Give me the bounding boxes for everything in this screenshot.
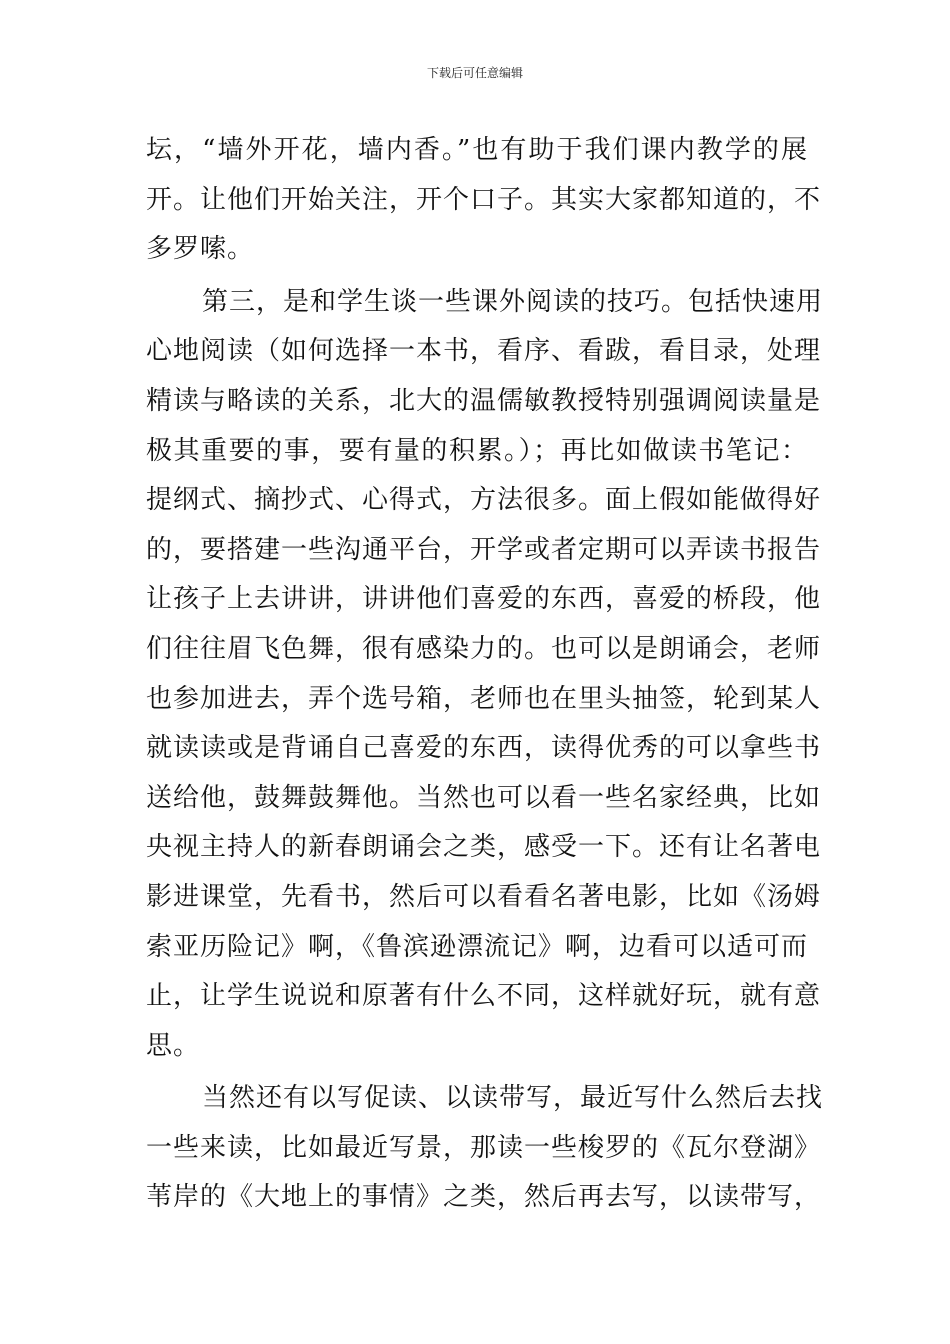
text-line: 极其重要的事，要有量的积累。）；再比如做读书笔记：	[146, 435, 808, 466]
text-line: 索亚历险记》啊，《鲁滨逊漂流记》啊，边看可以适可而	[146, 931, 809, 962]
text-line: 们往往眉飞色舞，很有感染力的。也可以是朗诵会，老师	[146, 633, 822, 664]
text-line: 第三，是和学生谈一些课外阅读的技巧。包括快速用	[202, 286, 824, 317]
text-line: 坛，“墙外开花，墙内香。”也有助于我们课内教学的展	[146, 135, 808, 165]
text-line: 一些来读，比如最近写景，那读一些梭罗的《瓦尔登湖》	[146, 1132, 822, 1163]
text-line: 苇岸的《大地上的事情》之类，然后再去写，以读带写，	[146, 1182, 822, 1213]
paragraph-3	[146, 1074, 824, 1223]
text-line: 的，要搭建一些沟通平台，开学或者定期可以弄读书报告	[146, 534, 822, 565]
text-line: 提纲式、摘抄式、心得式，方法很多。面上假如能做得好	[146, 485, 822, 516]
text-line: 思。	[146, 1030, 201, 1061]
text-line: 让孩子上去讲讲，讲讲他们喜爱的东西，喜爱的桥段，他	[146, 584, 822, 615]
text-line: 精读与略读的关系，北大的温儒敏教授特别强调阅读量是	[146, 385, 822, 416]
text-line: 多罗嗦。	[146, 234, 255, 265]
text-line: 央视主持人的新春朗诵会之类，感受一下。还有让名著电	[146, 832, 822, 863]
text-line: 开。让他们开始关注，开个口子。其实大家都知道的，不	[146, 184, 822, 215]
paragraph-2	[146, 278, 824, 1072]
text-line: 止，让学生说说和原著有什么不同，这样就好玩，就有意	[146, 981, 822, 1012]
text-line: 也参加进去，弄个选号箱，老师也在里头抽签，轮到某人	[146, 683, 822, 714]
page-header: 下载后可任意编辑	[426, 66, 523, 80]
document-body	[146, 126, 824, 1226]
text-line: 心地阅读（如何选择一本书，看序、看跋，看目录，处理	[146, 336, 822, 367]
paragraph-1	[146, 126, 822, 275]
text-line: 送给他，鼓舞鼓舞他。当然也可以看一些名家经典，比如	[146, 782, 822, 813]
text-line: 就读读或是背诵自己喜爱的东西，读得优秀的可以拿些书	[146, 733, 822, 764]
text-line: 影进课堂，先看书，然后可以看看名著电影，比如《汤姆	[146, 881, 822, 912]
text-line: 当然还有以写促读、以读带写，最近写什么然后去找	[202, 1083, 824, 1114]
